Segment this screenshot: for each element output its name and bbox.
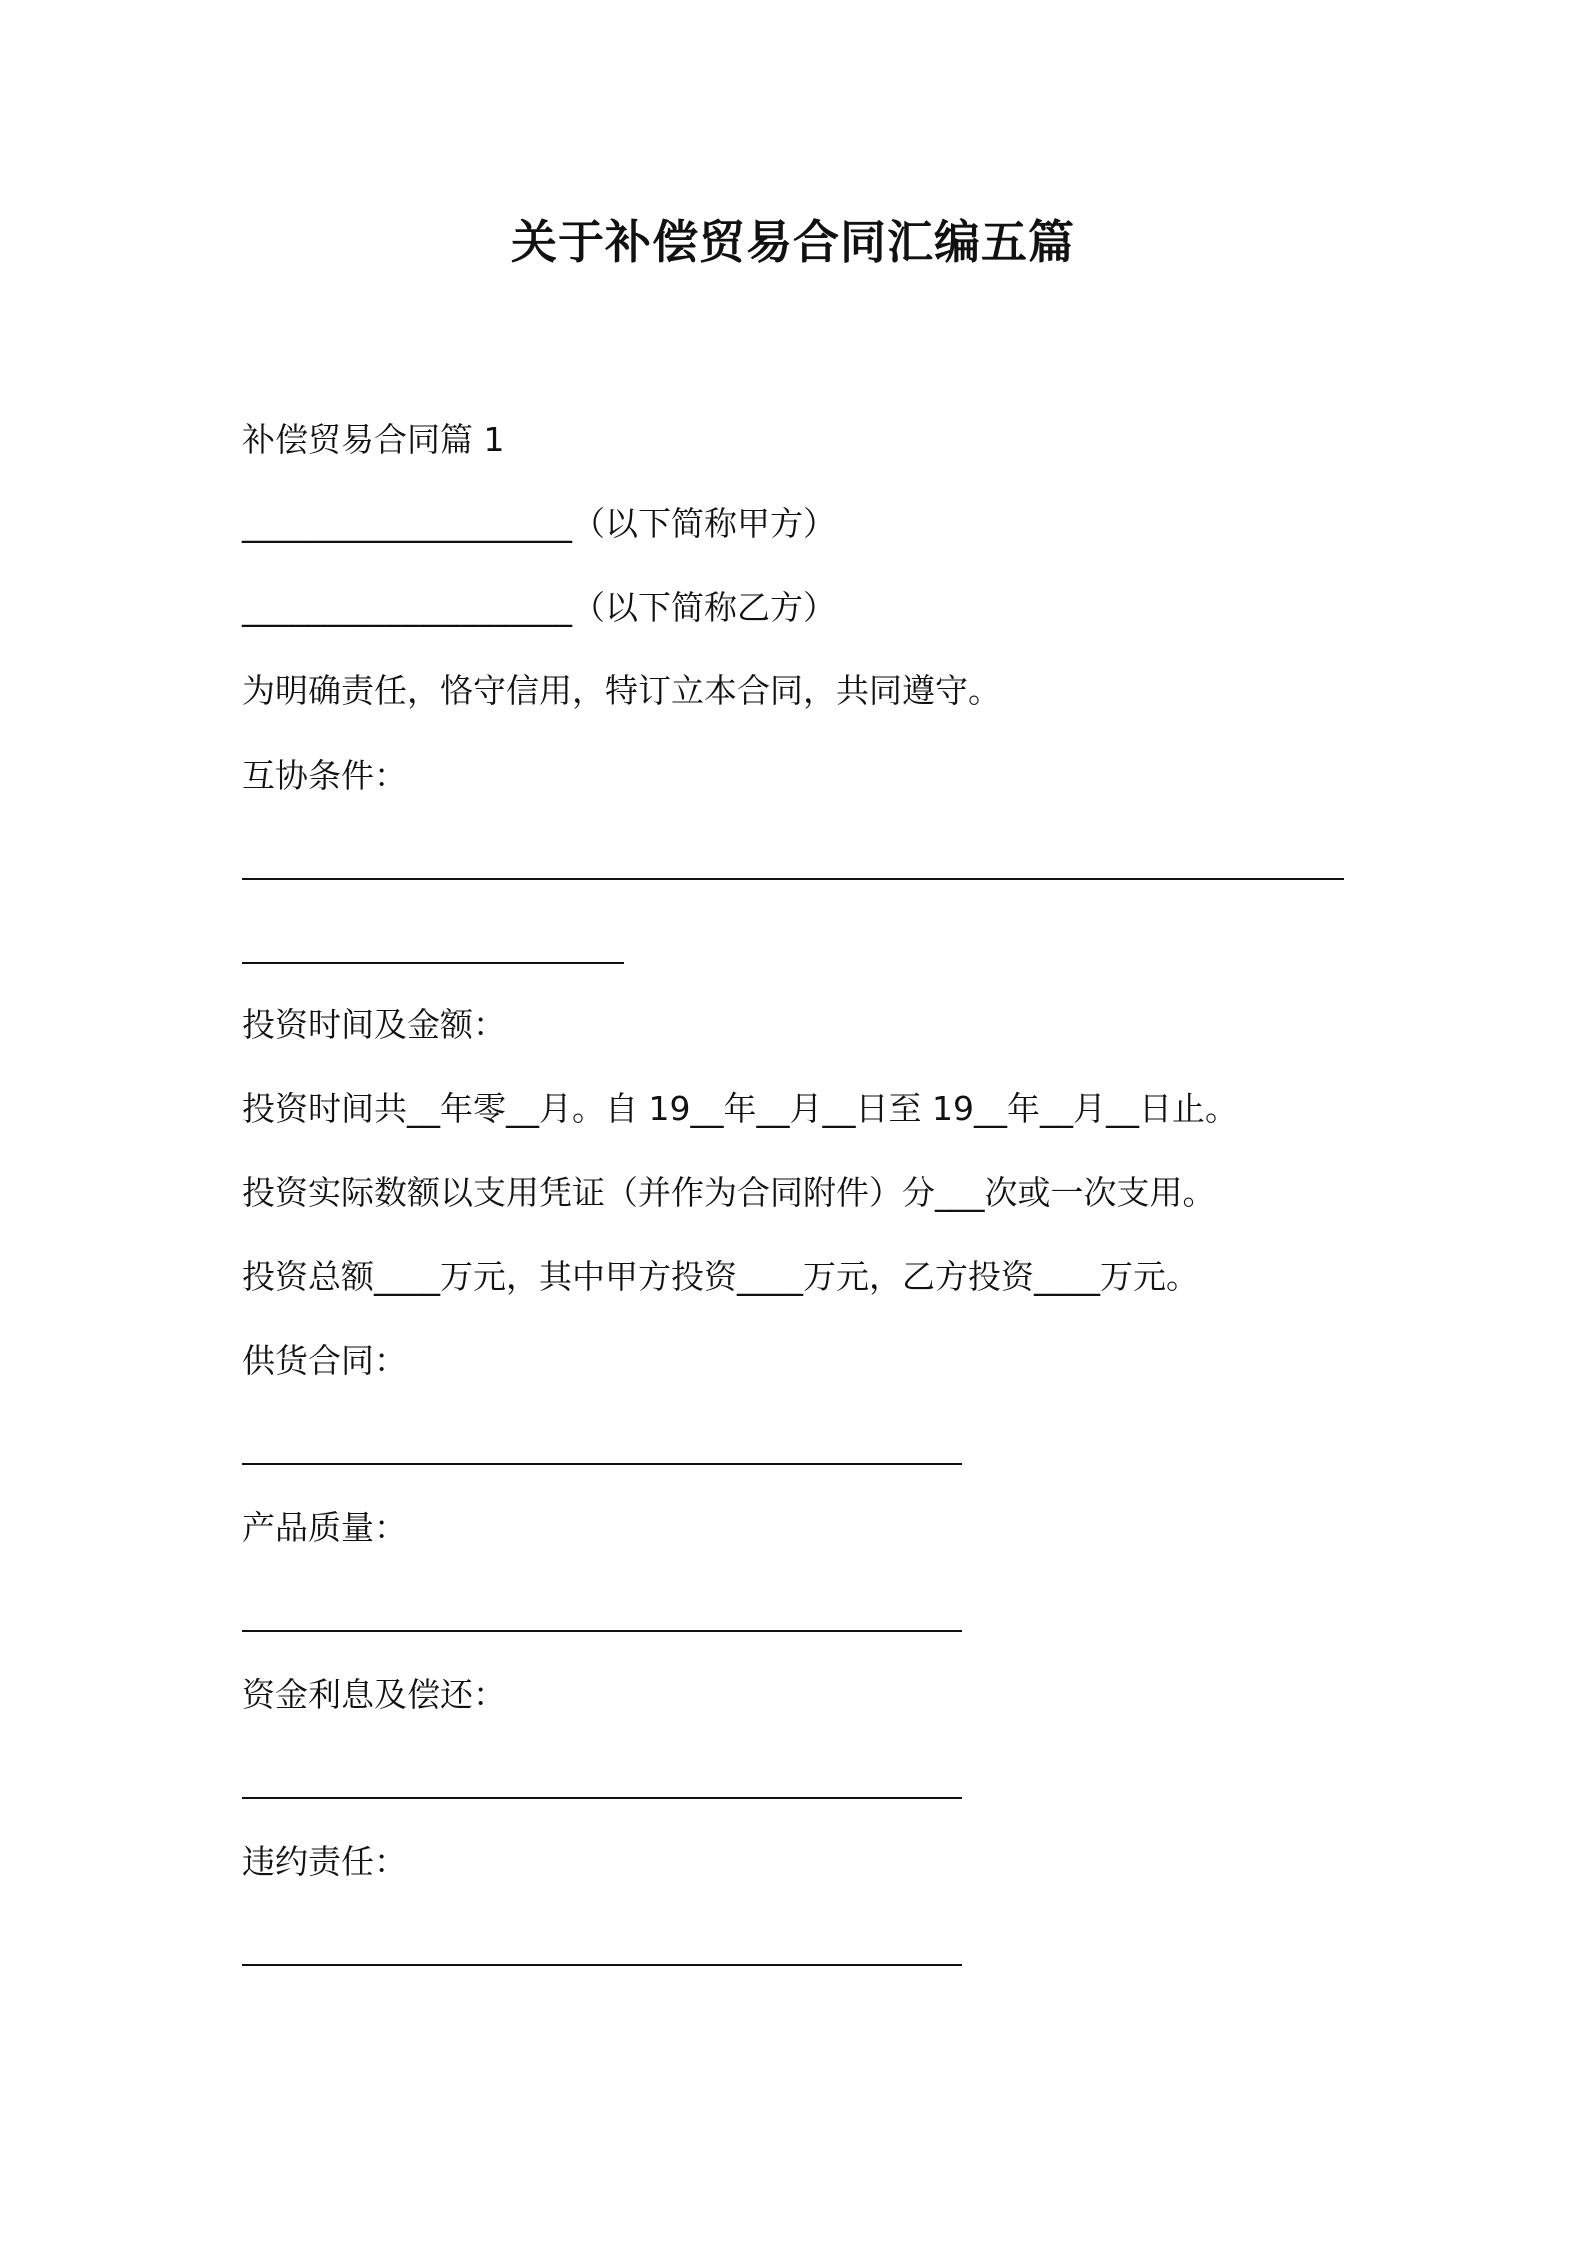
investment-total-text: 投资总额____万元，其中甲方投资____万元，乙方投资____万元。 [242,1257,1199,1296]
section-heading: 补偿贸易合同篇 1 [242,420,505,459]
cooperation-blank-line-1 [242,878,1344,880]
interest-repayment-label: 资金利息及偿还： [242,1675,506,1714]
document-title: 关于补偿贸易合同汇编五篇 [511,215,1075,269]
cooperation-label: 互协条件： [242,756,407,795]
liability-blank-line [242,1964,962,1966]
product-quality-label: 产品质量： [242,1508,407,1547]
supply-contract-blank-line [242,1463,962,1465]
preamble-text: 为明确责任，恪守信用，特订立本合同，共同遵守。 [242,671,1001,710]
investment-time-text: 投资时间共__年零__月。自 19__年__月__日至 19__年__月__日止。 [242,1089,1238,1128]
cooperation-blank-line-2 [242,962,624,964]
investment-actual-text: 投资实际数额以支用凭证（并作为合同附件）分___次或一次支用。 [242,1173,1216,1212]
party-a-line: ____________________（以下简称甲方） [242,504,836,543]
liability-label: 违约责任： [242,1842,407,1881]
party-b-line: ____________________（以下简称乙方） [242,588,836,627]
interest-repayment-blank-line [242,1797,962,1799]
product-quality-blank-line [242,1630,962,1632]
investment-label: 投资时间及金额： [242,1005,506,1044]
supply-contract-label: 供货合同： [242,1341,407,1380]
